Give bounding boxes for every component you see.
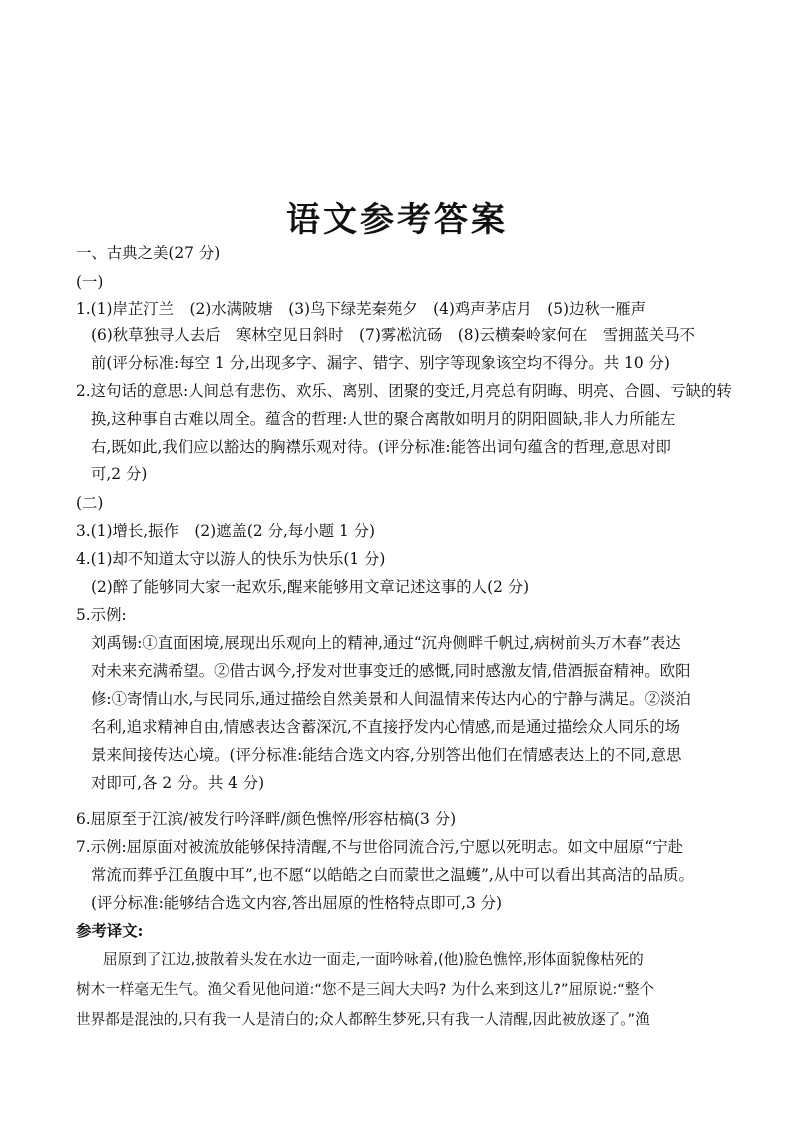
answer-4-line-2: (2)醉了能够同大家一起欢乐,醒来能够用文章记述这事的人(2 分) bbox=[91, 578, 530, 596]
translation-line-1: 屈原到了江边,披散着头发在水边一面走,一面吟咏着,(他)脸色憔悴,形体面貌像枯死的 bbox=[103, 951, 644, 968]
answer-5-line-5: 景来间接传达心境。(评分标准:能结合选文内容,分别答出他们在情感表达上的不同,意思 bbox=[91, 746, 682, 764]
subsection-two: (二) bbox=[76, 494, 104, 512]
answer-6: 6.屈原至于江滨/被发行吟泽畔/颜色憔悴/形容枯槁(3 分) bbox=[76, 810, 457, 828]
answer-5-line-6: 对即可,各 2 分。共 4 分) bbox=[91, 774, 265, 792]
answer-7-line-3: (评分标准:能够结合选文内容,答出屈原的性格特点即可,3 分) bbox=[91, 894, 503, 912]
answer-2-line-2: 换,这种事自古难以周全。蕴含的哲理:人世的聚合离散如明月的阴阳圆缺,非人力所能左 bbox=[91, 410, 676, 428]
translation-line-3: 世界都是混浊的,只有我一人是清白的;众人都醉生梦死,只有我一人清醒,因此被放逐了。”渔 bbox=[76, 1011, 650, 1028]
answer-2-line-3: 右,既如此,我们应以豁达的胸襟乐观对待。(评分标准:能答出词句蕴含的哲理,意思对即 bbox=[91, 438, 671, 456]
answer-1-line-1: 1.(1)岸芷汀兰 (2)水满陂塘 (3)鸟下绿芜秦苑夕 (4)鸡声茅店月 (5)边秋一雁声 bbox=[76, 300, 647, 318]
translation-heading: 参考译文: bbox=[76, 922, 144, 940]
page-title: 语文参考答案 bbox=[286, 200, 508, 240]
answer-5-line-1: 刘禹锡:①直面困境,展现出乐观向上的精神,通过“沉舟侧畔千帆过,病树前头万木春”表达 bbox=[91, 634, 681, 652]
answer-5-line-2: 对未来充满希望。②借古讽今,抒发对世事变迁的感慨,同时感激友情,借酒振奋精神。欧阳 bbox=[91, 662, 691, 680]
answer-2-line-4: 可,2 分) bbox=[91, 465, 148, 483]
answer-1-line-3: 前(评分标准:每空 1 分,出现多字、漏字、错字、别字等现象该空均不得分。共 10 分) bbox=[91, 354, 670, 372]
subsection-one: (一) bbox=[76, 273, 104, 291]
answer-1-line-2: (6)秋草独寻人去后 寒林空见日斜时 (7)雾凇沆砀 (8)云横秦岭家何在 雪拥蓝关马不 bbox=[91, 326, 696, 344]
answer-7-line-1: 7.示例:屈原面对被流放能够保持清醒,不与世俗同流合污,宁愿以死明志。如文中屈原“宁赴 bbox=[76, 838, 683, 856]
answer-5-label: 5.示例: bbox=[76, 606, 127, 624]
answer-4-line-1: 4.(1)却不知道太守以游人的快乐为快乐(1 分) bbox=[76, 550, 386, 568]
section-heading-classical: 一、古典之美(27 分) bbox=[76, 244, 221, 262]
answer-5-line-3: 修:①寄情山水,与民同乐,通过描绘自然美景和人间温情来传达内心的宁静与满足。②淡泊 bbox=[91, 690, 691, 708]
answer-2-line-1: 2.这句话的意思:人间总有悲伤、欢乐、离别、团聚的变迁,月亮总有阴晦、明亮、合圆、亏缺的转 bbox=[76, 382, 732, 400]
answer-5-line-4: 名利,追求精神自由,情感表达含蓄深沉,不直接抒发内心情感,而是通过描绘众人同乐的场 bbox=[91, 718, 681, 736]
translation-line-2: 树木一样毫无生气。渔父看见他问道:“您不是三闾大夫吗? 为什么来到这儿?”屈原说:“整个 bbox=[76, 981, 655, 998]
answer-3: 3.(1)增长,振作 (2)遮盖(2 分,每小题 1 分) bbox=[76, 522, 376, 540]
answer-7-line-2: 常流而葬乎江鱼腹中耳”,也不愿“以皓皓之白而蒙世之温蠖”,从中可以看出其高洁的品质。 bbox=[91, 866, 694, 884]
